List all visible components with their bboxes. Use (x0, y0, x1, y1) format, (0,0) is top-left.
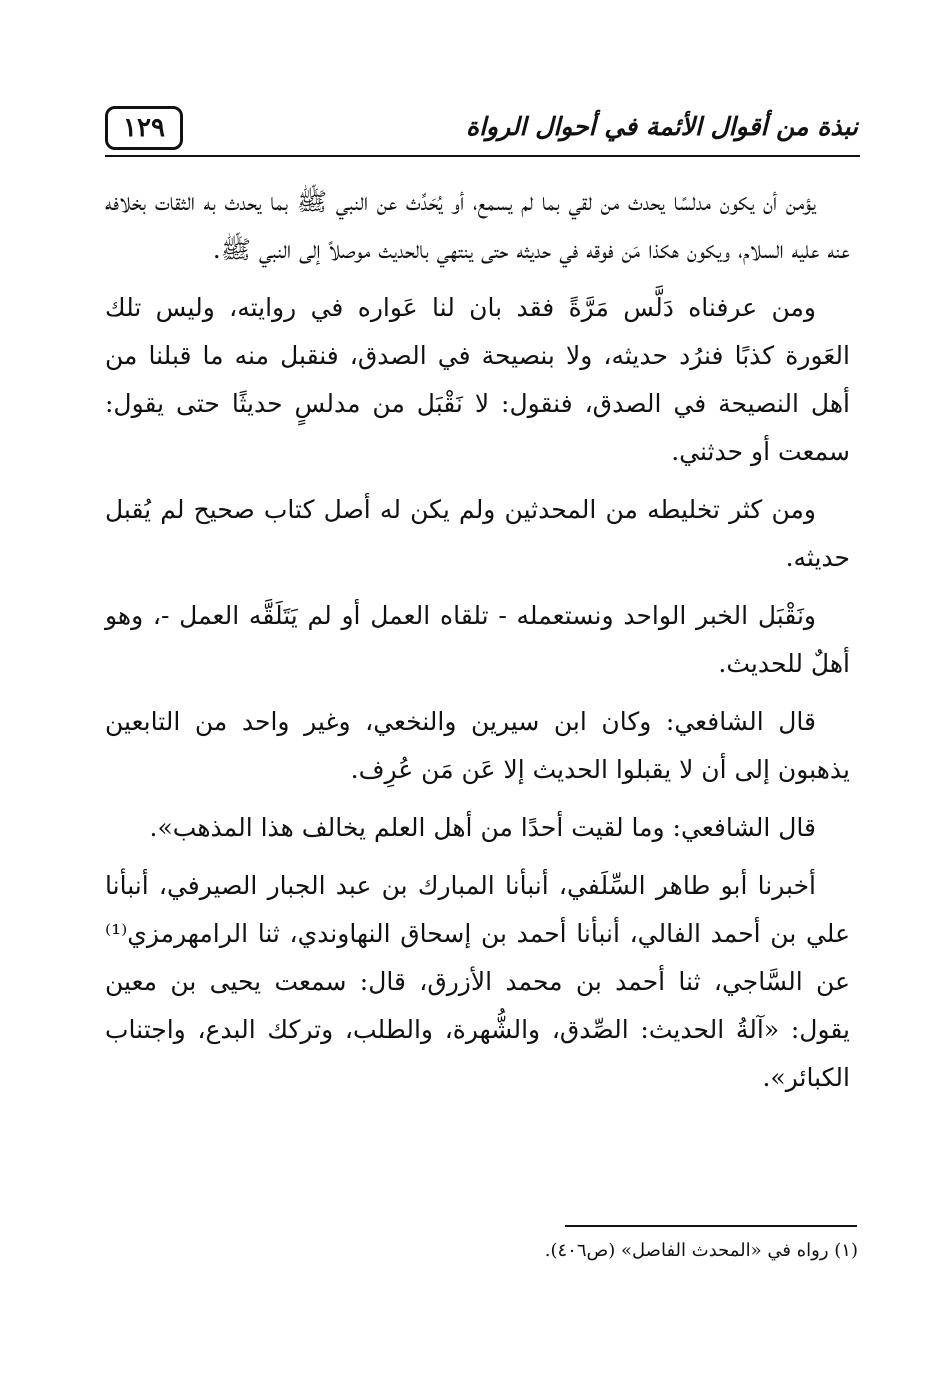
paragraph: أخبرنا أبو طاهر السِّلَفي، أنبأنا المبارك بن عبد الجبار الصيرفي، أنبأنا علي بن أحمد الفالي، أنبأنا أحمد بن إسحاق النهاوندي، ثنا الرامهرمزي⁽¹⁾ عن السَّاجي، ثنا أحمد بن محمد الأزرق، قال: سمعت يحيى بن معين يقول: «آلةُ الحديث: الصِّدق، والشُّهرة، والطلب، وتركك البدع، واجتناب الكبائر». (105, 871, 850, 1092)
running-title: نبذة من أقوال الأئمة في أحوال الرواة (466, 112, 858, 141)
paragraph: ومن كثر تخليطه من المحدثين ولم يكن له أصل كتاب صحيح لم يُقبل حديثه. (105, 495, 850, 572)
paragraph: يؤمن أن يكون مدلسًا يحدث من لقي بما لم يسمع، أو يُحَدِّث عن النبي ﷺ بما يحدث به الثقات بخلافه عنه عليه السلام، ويكون هكذا مَن فوقه في حديثه حتى ينتهي بالحديث موصلاً إلى النبي ﷺ. (105, 187, 850, 264)
paragraph: قال الشافعي: وما لقيت أحدًا من أهل العلم يخالف هذا المذهب». (149, 813, 816, 842)
paragraph: قال الشافعي: وكان ابن سيرين والنخعي، وغير واحد من التابعين يذهبون إلى أن لا يقبلوا الحديث إلا عَن مَن عُرِف. (105, 707, 850, 784)
page-header (105, 100, 860, 156)
body-text (105, 178, 850, 1112)
footnote: (١) رواه في «المحدث الفاصل» (ص٤٠٦). (544, 1240, 858, 1261)
paragraph: ومن عرفناه دَلَّس مَرَّةً فقد بان لنا عَواره في روايته، وليس تلك العَورة كذبًا فنرُد حديثه، ولا بنصيحة في الصدق، فنقبل منه ما قبلنا من أهل النصيحة في الصدق، فنقول: لا نَقْبَل من مدلسٍ حديثًا حتى يقول: سمعت أو حدثني. (105, 293, 850, 466)
footnote-rule (565, 1225, 857, 1227)
paragraph: ونَقْبَل الخبر الواحد ونستعمله - تلقاه العمل أو لم يَتَلَقَّه العمل -، وهو أهلٌ للحديث. (105, 601, 850, 678)
page-number: ١٢٩ (105, 106, 183, 150)
header-rule (105, 155, 860, 157)
